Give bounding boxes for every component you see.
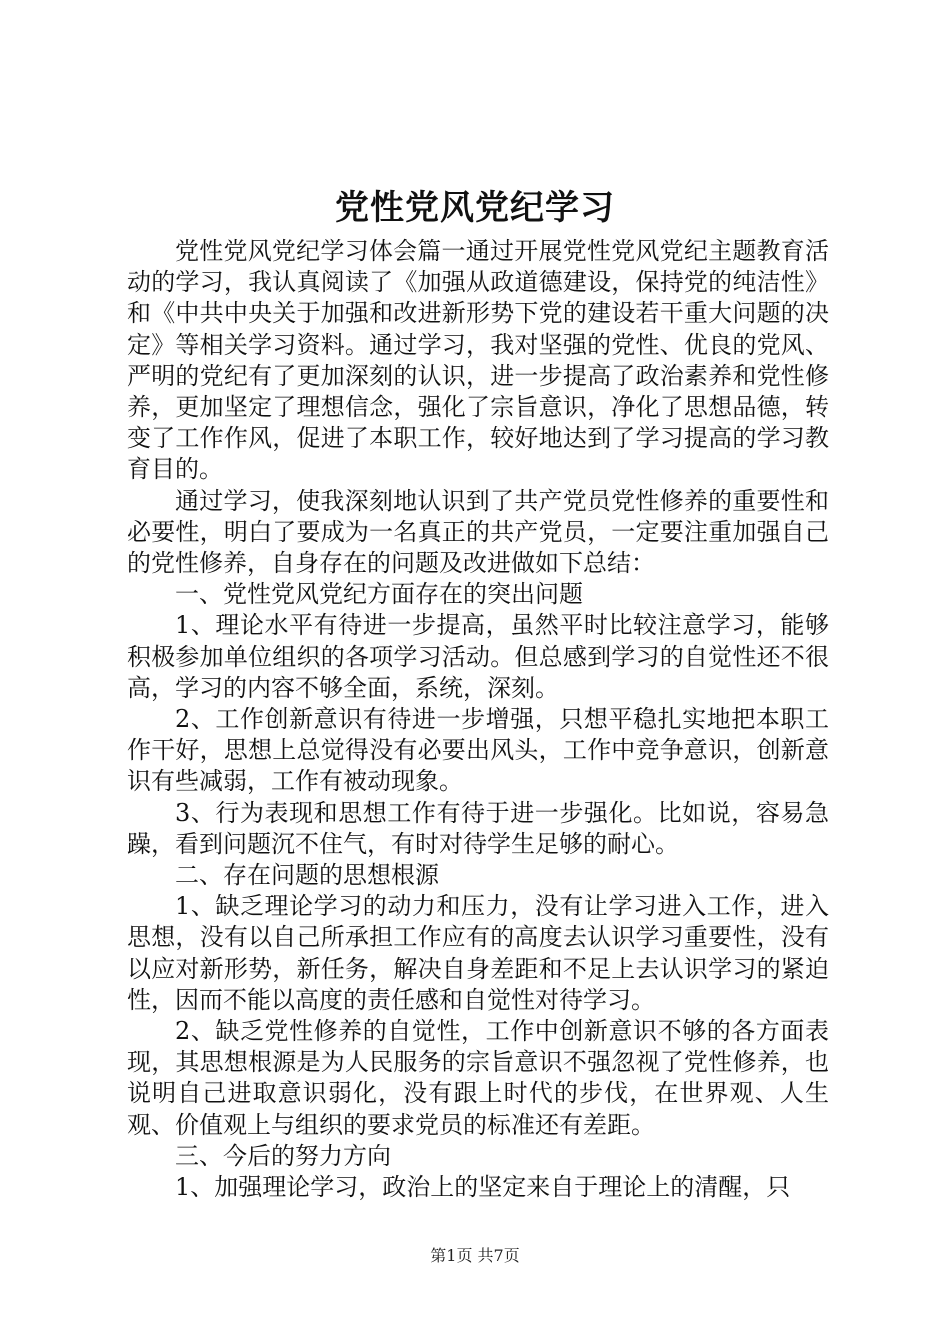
- paragraph: 通过学习，使我深刻地认识到了共产党员党性修养的重要性和必要性，明白了要成为一名真正的共产党员，一定要注重加强自己的党性修养，自身存在的问题及改进做如下总结：: [127, 486, 829, 578]
- paragraph: 1、加强理论学习，政治上的坚定来自于理论上的清醒，只: [175, 1173, 791, 1202]
- paragraph: 2、工作创新意识有待进一步增强，只想平稳扎实地把本职工作干好，思想上总觉得没有必要出风头，工作中竞争意识，创新意识有些减弱，工作有被动现象。: [127, 705, 829, 796]
- paragraph: 1、缺乏理论学习的动力和压力，没有让学习进入工作，进入思想，没有以自己所承担工作应有的高度去认识学习重要性，没有以应对新形势，新任务，解决自身差距和不足上去认识学习的紧迫性，因而不能以高度的责任感和自觉性对待学习。: [127, 892, 829, 1014]
- paragraph: 2、缺乏党性修养的自觉性，工作中创新意识不够的各方面表现，其思想根源是为人民服务的宗旨意识不强忽视了党性修养，也说明自己进取意识弱化，没有跟上时代的步伐，在世界观、人生观、价值观上与组织的要求党员的标准还有差距。: [127, 1017, 829, 1139]
- document-body: [127, 236, 829, 1203]
- paragraph: 3、行为表现和思想工作有待于进一步强化。比如说，容易急躁，看到问题沉不住气，有时对待学生足够的耐心。: [127, 798, 829, 858]
- section-heading: 二、存在问题的思想根源: [175, 861, 439, 890]
- section-heading: 三、今后的努力方向: [175, 1141, 391, 1170]
- paragraph: 1、理论水平有待进一步提高，虽然平时比较注意学习，能够积极参加单位组织的各项学习活动。但总感到学习的自觉性还不很高，学习的内容不够全面，系统，深刻。: [127, 611, 829, 702]
- section-heading: 一、党性党风党纪方面存在的突出问题: [175, 580, 583, 609]
- page-number: 第1页 共7页: [430, 1246, 520, 1265]
- paragraph: 党性党风党纪学习体会篇一通过开展党性党风党纪主题教育活动的学习，我认真阅读了《加强从政道德建设，保持党的纯洁性》和《中共中央关于加强和改进新形势下党的建设若干重大问题的决定》等相关学习资料。通过学习，我对坚强的党性、优良的党风、严明的党纪有了更加深刻的认识，进一步提高了政治素养和党性修养，更加坚定了理想信念，强化了宗旨意识，净化了思想品德，转变了工作作风，促进了本职工作，较好地达到了学习提高的学习教育目的。: [127, 237, 829, 484]
- document-title: 党性党风党纪学习: [335, 188, 615, 228]
